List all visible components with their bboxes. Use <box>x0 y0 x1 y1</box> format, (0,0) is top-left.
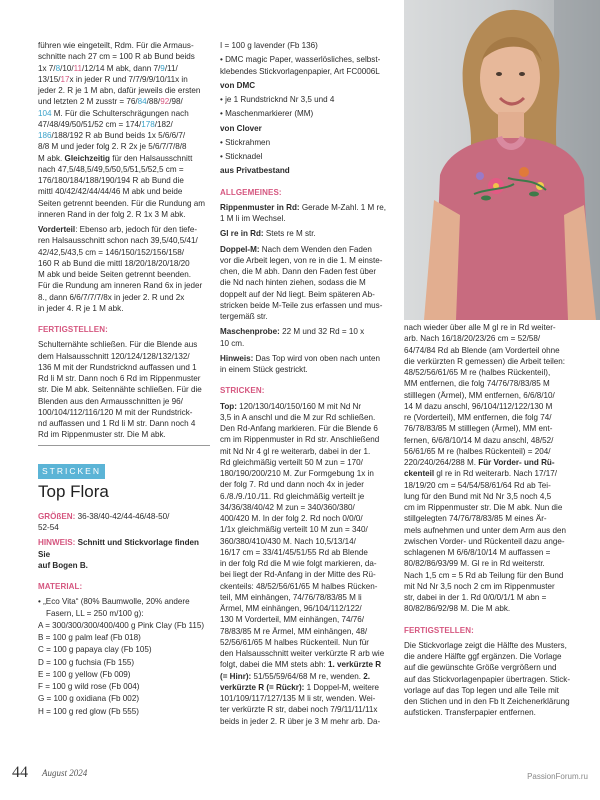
text-run: 9 <box>160 63 165 73</box>
text-run: 186 <box>38 131 52 140</box>
text-run: 92 <box>160 97 170 107</box>
text-run: Gleichzeitig <box>64 153 110 163</box>
text-column-2 <box>220 40 396 731</box>
text-run: /182/ <box>154 119 173 129</box>
material-heading: MATERIAL: <box>38 582 83 591</box>
text-run: nach wieder über alle M gl re in Rd weiter- arb. Nach 16/18/20/23/26 cm = 52/58/ 64/74/84 Rd ab Blende (am Vorderteil ohne die verkürzten R gemessen) die Arbeit teilen: 48/52/56/61/65 M re (halbes Rückenteil), MM entfernen, die folg 74/76/78/83/85 M stilllegen (Ärmel), MM entfernen, 6/6/8/10/ 14 M dazu anschl, 96/104/112/122/130 M re (Vorderteil), MM entfernen, die folg 74/ 76/78/83/85 M stilllegen (Ärmel), MM ent- fernen, 6/6/8/10/14 M dazu anschl, 48/52/ 56/61/65 M re (halbes Rückenteil) = 204/ 220/240/264/288 M. <box>404 323 566 467</box>
material-item: • Sticknadel <box>220 152 263 161</box>
text-run: Für Vorder- und Rü- ckenteil <box>404 458 555 479</box>
text-run: führen wie eingeteilt, Rdm. Für die Armaus- schnitte nach 27 cm = 100 R ab Bund beids 1x 7/ <box>38 41 195 73</box>
text-run: 1 Doppel-M, weitere 101/109/117/127/135 M li str, wenden. Wei- ter verkürzte R str, dabei noch 7/9/11/11/11x beids in jeder 2. R über je 3 M mehr arb. Da- <box>220 682 381 726</box>
text-column-3 <box>404 322 580 723</box>
note-value: Schnitt und Stickvorlage finden Sie auf Bogen B. <box>38 538 199 570</box>
text-run: gl re in Rd weiterarb. Nach 17/17/ 18/19/20 cm = 54/54/58/61/64 Rd ab Tei- lung für den Bund mit Nd Nr 3,5 noch 4,5 cm im Rippenmuster str. Die M abk. Nun die stillgelegten 74/76/78/83/85 M eines Är- mels aufnehmen und unter dem Arm aus den zwischen Vorder- und Rückenteil dazu ange- schlagenen M 6/6/8/10/14 M auffassen = 80/82/86/93/99 M. Gl re in Rd weiterstr. Nach 1,5 cm = 5 Rd ab Teilung für den Bund mit Nd Nr 3,5 noch 2 cm im Rippenmuster str, dabei in der 1. Rd 0/0/0/1/1 M abn = 80/82/86/92/98 M. Die M abk. <box>404 469 566 614</box>
material-item: H = 100 g red glow (Fb 555) <box>38 706 140 716</box>
pattern-title: Top Flora <box>38 481 109 501</box>
note-label: HINWEIS: <box>38 538 76 548</box>
material-item: I = 100 g lavender (Fb 136) <box>220 41 318 50</box>
model-photo-illustration <box>404 0 600 320</box>
material-item: • „Eco Vita“ (80% Baumwolle, 20% andere Fasern, LL = 250 m/100 g): <box>38 597 190 618</box>
general-item: Gl re in Rd: Stets re M str. <box>220 229 316 239</box>
text-run: für den Halsausschnitt nach 47,5/48,5/49,5/50,5/51,5/52,5 cm = 176/180/184/188/190/194 R ab Bund die mittl 40/42/42/44/44/46 M abk und beide Seiten getrennt beenden. Für die Rundung am inneren Rand in der folg 2. R 1x 3 M abk. <box>38 153 205 219</box>
text-run: 104 <box>38 108 52 118</box>
finishing-text: Die Stickvorlage zeigt die Hälfte des Musters, die andere Hälfte ggf ergänzen. Die Vorlage auf die gewünschte Größe vergrößern und auf das Stickvorlagenpapier übertragen. Stick- vorlage auf das Top legen und alle Teile mit den Stichen und in den Fb lt Zeichenerklärung aufsticken. Transferpapier entfernen. <box>404 640 571 718</box>
text-run: /188/192 R ab Bund beids 1x 5/6/6/7/ 8/8 M und jeder folg 2. R 2x je 5/6/7/7/8/8 M abk. <box>38 131 187 163</box>
text-run: 178 <box>141 119 155 129</box>
finishing-heading: FERTIGSTELLEN: <box>38 325 108 334</box>
text-run: /98/ <box>169 97 183 107</box>
text-run: 51/55/59/64/68 M re, wenden. <box>251 671 364 681</box>
text-run: /88/ <box>146 97 161 107</box>
back-panel-instructions <box>38 40 210 220</box>
text-run: 17 <box>60 74 70 84</box>
supplier-line: von Clover <box>220 123 262 133</box>
general-item: Hinweis: Das Top wird von oben nach unten in einem Stück gestrickt. <box>220 353 381 374</box>
material-item: D = 100 g fuchsia (Fb 155) <box>38 657 135 667</box>
knitting-heading: STRICKEN: <box>220 386 265 396</box>
text-run: 8 <box>55 63 61 73</box>
sizes-label: GRÖßEN: <box>38 511 76 521</box>
material-item: • DMC magic Paper, wasserlösliches, selbst- klebendes Stickvorlagenpapier, Art FC0006L <box>220 55 381 76</box>
material-item: B = 100 g palm leaf (Fb 018) <box>38 633 141 642</box>
watermark-site: PassionForum.ru <box>527 772 588 781</box>
knitting-instructions-continued <box>404 322 580 615</box>
sizes-line <box>38 511 210 534</box>
material-item: A = 300/300/300/400/400 g Pink Clay (Fb 115) <box>38 620 205 630</box>
finishing-text: Schulternähte schließen. Für die Blende aus dem Halsausschnitt 120/124/128/132/132/ 136 M mit der Rundstricknd auffassen und 1 Rd li M str. Dann noch 6 Rd im Rippenmuster str. Die M abk. Seitennähte schließen. Für die Blenden aus den Armausschnitten je 96/ 100/104/112/116/120 M mit der Rundstrick- nd auffassen und 1 Rd li M str. Dann noch 4 Rd im Rippenmuster str. Die M abk. <box>38 340 202 440</box>
text-run: x in jeder R und 7/7/9/9/10/11x in jeder 2. R je 1 M abn, dafür jeweils die ersten und letzten 2 M zusstr = 76/ <box>38 74 201 107</box>
general-heading: ALLGEMEINES: <box>220 187 282 197</box>
supplier-line: von DMC <box>220 80 256 90</box>
general-item: Maschenprobe: 22 M und 32 Rd = 10 x 10 cm. <box>220 327 365 348</box>
finishing-heading: FERTIGSTELLEN: <box>404 625 474 635</box>
text-run: 2. verkürzte R (= Rückr): <box>220 671 371 692</box>
text-run: 120/130/140/150/160 M mit Nd Nr 3,5 in A anschl und die M zur Rd schließen. Den Rd-Anfang markieren. Für die Blende 6 cm im Rippenmuster in Rd str. Anschließend mit Nd Nr 4 gl re weiterarb, dabei in der 1. Rd gleichmäßig verteilt 50 M zun = 170/ 180/190/200/210 M. Zur Formgebung 1x in der folg 7. Rd und dann noch 4x in jeder 6./8./9./10./11. Rd gleichmäßig verteilt je 34/36/38/40/42 M zun = 340/360/380/ 400/420 M. In der folg 2. Rd noch 0/0/0/ 1/1x gleichmäßig verteilt 10 M zun = 340/ 360/380/410/430 M. Nach 10,5/13/14/ 16/17 cm = 33/41/45/51/55 Rd ab Blende in der folg Rd die M wie folgt markieren, da- bei liegt der Rd-Anfang in der Mitte des Rü- ckenteils: 48/52/56/61/65 M halbes Rücken- teil, MM einhängen, 74/76/78/83/85 M li Ärmel, MM einhängen, 96/104/112/122/ 130 M Vorderteil, MM einhängen, 74/76/ 78/83/85 M re Ärmel, MM einhängen, 48/ 52/56/61/65 M halbes Rückenteil. Nun für den Halsausschnitt weiter verkürzte R arb wie folgt, dabei die MM stets abh: <box>220 401 385 670</box>
text-run: 84 <box>137 97 147 107</box>
text-run: Vorderteil <box>38 225 76 234</box>
text-run: /10/ <box>60 63 74 73</box>
supplier-line: aus Privatbestand <box>220 166 290 176</box>
general-item: Rippenmuster in Rd: Gerade M-Zahl. 1 M re, 1 M li im Wechsel. <box>220 202 386 223</box>
text-run: 1. verkürzte R (= Hinr): <box>220 660 382 681</box>
section-badge: STRICKEN <box>38 464 105 479</box>
note-line <box>38 537 210 571</box>
material-item: C = 100 g papaya clay (Fb 105) <box>38 645 152 655</box>
page-number: 44 <box>12 764 28 781</box>
material-item: F = 100 g wild rose (Fb 004) <box>38 682 140 691</box>
issue-date: August 2024 <box>42 768 88 778</box>
material-item: • je 1 Rundstricknd Nr 3,5 und 4 <box>220 95 335 104</box>
text-run: : Ebenso arb, jedoch für den tiefe- ren Halsausschnitt schon nach 39,5/40,5/41/ 42/42,5/43,5 cm = 146/150/152/156/158/ 160 R ab Bund die mittl 18/20/18/20/18/20 M abk und beide Seiten getrennt beenden. Für die Rundung am inneren Rand 6x in jeder 8., dann 6/6/7/7/7/8x in jeder 2. R und 2x in jeder 4. R je 1 M abk. <box>38 225 203 313</box>
material-list <box>38 596 210 717</box>
front-panel-instructions <box>38 224 210 314</box>
text-run: /11/ 13/15/ <box>38 63 178 84</box>
section-divider <box>38 445 210 446</box>
knitting-instructions <box>220 401 396 727</box>
general-item: Doppel-M: Nach dem Wenden den Faden vor die Arbeit legen, von re in die 1. M einste- chen, die M abh. Dann den Faden fest über die Nd nach hinten ziehen, sodass die M doppelt auf der Nd liegt. Beim späteren Ab- stricken beide M-Teile zus erfassen und mus- tergemäß str. <box>220 244 383 321</box>
model-photo <box>404 0 600 320</box>
material-item: • Stickrahmen <box>220 137 271 147</box>
text-run: M. Für die Schulterschrägungen nach 47/48/49/50/51/52 cm = 174/ <box>38 108 189 129</box>
material-item: G = 100 g oxidiana (Fb 002) <box>38 694 140 704</box>
text-run: 11 <box>73 63 82 73</box>
text-run: /12/14 M abk, dann 7/ <box>82 63 161 73</box>
text-column-1 <box>38 40 210 720</box>
text-run: Top: <box>220 401 237 411</box>
material-item: E = 100 g yellow (Fb 009) <box>38 669 131 679</box>
material-item: • Maschenmarkierer (MM) <box>220 109 314 119</box>
page-footer <box>12 764 588 788</box>
sizes-value: 36-38/40-42/44-46/48-50/ 52-54 <box>38 511 170 532</box>
